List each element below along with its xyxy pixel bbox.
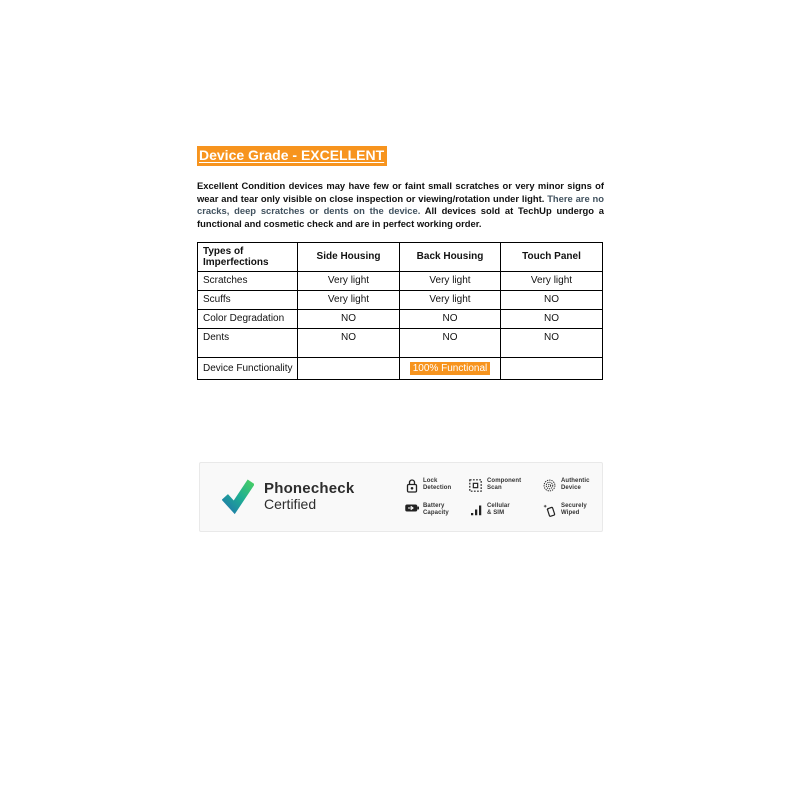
feature-battery-capacity	[404, 503, 468, 517]
brand-subtitle: Certified	[264, 496, 317, 512]
page-title-highlight: Device Grade - EXCELLENT	[197, 146, 387, 166]
table-row-dents	[198, 328, 603, 357]
table-row-scratches	[198, 271, 603, 290]
cell-value: Very light	[501, 271, 603, 290]
component-scan-icon	[468, 479, 483, 492]
phonecheck-checkmark-icon	[222, 477, 254, 515]
column-header-side-housing: Side Housing	[298, 242, 400, 271]
certification-features	[404, 478, 608, 517]
cell-value: NO	[501, 309, 603, 328]
condition-description	[197, 180, 604, 231]
description-text-muted: There are no cracks, deep scratches or dents on the device.	[197, 192, 604, 217]
feature-cellular-sim	[468, 503, 542, 517]
lock-icon	[404, 479, 419, 493]
feature-label: Securely Wiped	[561, 503, 587, 516]
brand-text	[264, 480, 354, 512]
feature-lock-detection	[404, 478, 468, 493]
table-header-row	[198, 242, 603, 271]
cell-value: NO	[501, 328, 603, 357]
page-title	[197, 146, 604, 166]
feature-label: Cellular & SIM	[487, 503, 510, 516]
row-label: Scuffs	[198, 290, 298, 309]
cell-value	[298, 357, 400, 379]
cell-value: Very light	[298, 271, 400, 290]
cell-value	[400, 357, 501, 379]
cell-value: NO	[400, 309, 501, 328]
table-row-scuffs	[198, 290, 603, 309]
row-label: Scratches	[198, 271, 298, 290]
feature-authentic-device	[542, 478, 608, 493]
table-row-device-functionality	[198, 357, 603, 379]
description-text: All devices sold at TechUp undergo a functional and cosmetic check and are in perfect working order.	[197, 205, 604, 230]
cell-value: NO	[298, 309, 400, 328]
battery-icon	[404, 504, 419, 512]
row-label: Device Functionality	[198, 357, 298, 379]
functional-highlight: 100% Functional	[410, 362, 491, 375]
phonecheck-certified-panel	[199, 462, 603, 532]
signal-bars-icon	[468, 504, 483, 516]
phonecheck-logo	[222, 477, 354, 515]
feature-securely-wiped	[542, 503, 608, 517]
cell-value: Very light	[400, 290, 501, 309]
feature-label: Lock Detection	[423, 478, 452, 491]
cell-value: Very light	[400, 271, 501, 290]
feature-component-scan	[468, 478, 542, 493]
cell-value: NO	[400, 328, 501, 357]
table-row-color-degradation	[198, 309, 603, 328]
cell-value	[501, 357, 603, 379]
column-header-types: Types of Imperfections	[198, 242, 298, 271]
row-label: Color Degradation	[198, 309, 298, 328]
column-header-touch-panel: Touch Panel	[501, 242, 603, 271]
feature-label: Battery Capacity	[423, 503, 449, 516]
content-column	[197, 146, 604, 380]
cell-value: Very light	[298, 290, 400, 309]
feature-label: Component Scan	[487, 478, 522, 491]
brand-name: Phonecheck	[264, 480, 355, 497]
column-header-back-housing: Back Housing	[400, 242, 501, 271]
cell-value: NO	[501, 290, 603, 309]
description-text: Excellent Condition devices may have few or faint small scratches or very minor signs of wear and tear only visible on close inspection or viewing/rotation under light.	[197, 180, 604, 204]
imperfections-table	[197, 242, 603, 380]
fingerprint-icon	[542, 479, 557, 492]
row-label: Dents	[198, 328, 298, 357]
feature-label: Authentic Device	[561, 478, 590, 491]
wipe-icon	[542, 504, 557, 517]
cell-value: NO	[298, 328, 400, 357]
